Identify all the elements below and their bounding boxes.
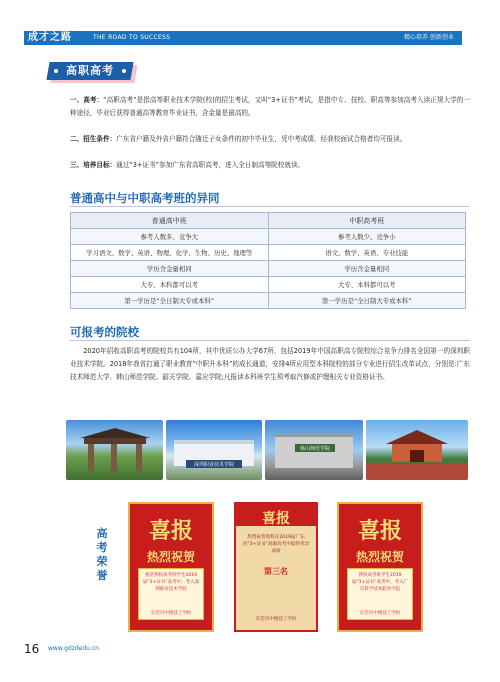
table-header-cell: 普通高中班 [71,213,269,229]
table-cell: 大专、本科都可以考 [268,277,466,293]
schools-title: 可报考的院校 [70,325,139,339]
intro-text: 广东省户籍及外省户籍符合随迁子女条件的初中毕业生，凭中考成绩，经我校面试合格者均可报读。 [116,135,407,143]
szpt-building-photo [166,420,262,480]
compare-table [70,212,466,309]
honor-poster-1 [128,502,214,632]
building-sign: 韩山师范学院 [299,446,331,452]
table-cell: 大专、本科都可以考 [71,277,269,293]
schools-text: 2020年招收高职高考的院校共有104所，其中优质公办大学67所，包括2019年中国高职高专院校综合竞争力排名全国第一的深圳职业技术学院。2018年我省打通了职业教育“中职升本科”的成长通道，安排4所应用型本科院校的部分专业进行招生改革试点，分别是:广东技术师范大学、韩山师范学院、韶关学院、嘉应学院;凡报读本科班学生须考取汽修或护理相关专业资格证书。 [70,347,470,381]
brand-subtitle: THE ROAD TO SUCCESS [93,34,171,41]
school-gate-image [66,420,163,480]
section-badge-label: 高职高考 [66,64,114,77]
intro-text: 通过“3+证书”参加广东省高职高考，进入全日制高等院校就读。 [116,161,305,169]
table-header-row [71,213,466,229]
poster-school: 东莞市中德技工学校 [255,617,297,622]
brand-title: 成才之路 [28,32,72,43]
honor-label: 高考荣誉 [96,527,108,582]
schools-rule [70,340,470,341]
building-image [166,420,262,480]
intro-para-1 [70,94,470,120]
poster-panel [138,568,204,620]
intro-label: 三、培养目标： [70,161,117,169]
campus-building-photo [265,420,363,480]
poster-body: 热烈祝贺我校在2019届广东省“3+证书”高职高考中取得优异成绩 [242,535,310,554]
school-gate-photo [66,420,163,480]
footer-url: www.gdzdedu.cn [48,645,99,652]
poster-title: 喜报 [148,519,193,544]
table-row [71,277,466,293]
page-number: 16 [24,642,40,656]
table-cell: 参考人数少、竞争小 [268,229,466,245]
header-slogan: 精心培养 创新创业 [404,34,454,41]
honor-poster-3 [337,502,423,632]
intro-label: 一、高考： [70,96,104,104]
poster-body: 祝贺我校高考班学生2019届“3+证书”高考中，考入深圳职业技术学院 [142,573,200,592]
table-row [71,229,466,245]
compare-title: 普通高中与中职高考班的异同 [70,191,220,205]
table-header-cell: 中职高考班 [268,213,466,229]
poster-school: 东莞市中德技工学校 [359,611,401,616]
table-row [71,293,466,309]
poster-subtitle: 热烈祝贺 [355,550,404,564]
intro-text: “高职高考”是指高等职业技术学院(校)的招生考试，又叫“3+证书”考试，是指中专、技校、职高等参加高考入读正规大学的一种途径，毕业后获得普通高等教育毕业证书，含金量是最高的。 [70,96,471,117]
table-row [71,245,466,261]
header-bar [24,31,462,45]
honor-poster-2 [234,502,318,632]
table-cell: 参考人数多、竞争大 [71,229,269,245]
table-cell: 第一学历是“全日制大专或本科” [268,293,466,309]
table-cell: 学习语文、数学、英语、物理、化学、生物、历史、地理等 [71,245,269,261]
poster-rank: 第三名 [264,567,288,576]
table-cell: 学历含金量相同 [71,261,269,277]
poster-body: 我校高考班学生2019届“3+证书”高考中，考入广东科学技术职业学院 [351,573,409,592]
intro-para-3 [70,159,470,172]
table-cell: 学历含金量相同 [268,261,466,277]
temple-image [366,420,468,480]
table-cell: 语文、数学、英语、专业技能 [268,245,466,261]
poster-title: 喜报 [357,519,402,544]
table-cell: 第一学历是“全日制大专或本科” [71,293,269,309]
intro-para-2 [70,133,470,146]
section-badge [48,62,136,82]
page-header [0,0,500,50]
compare-rule [70,206,470,207]
building-image [265,420,363,480]
poster-school: 东莞市中德技工学校 [150,611,192,616]
table-row [71,261,466,277]
poster-title: 喜报 [262,511,290,527]
temple-campus-photo [366,420,468,480]
intro-label: 二、招生条件： [70,135,117,143]
poster-subtitle: 热烈祝贺 [146,550,195,564]
building-sign: 深圳职业技术学院 [193,462,235,468]
poster-panel [347,568,413,620]
